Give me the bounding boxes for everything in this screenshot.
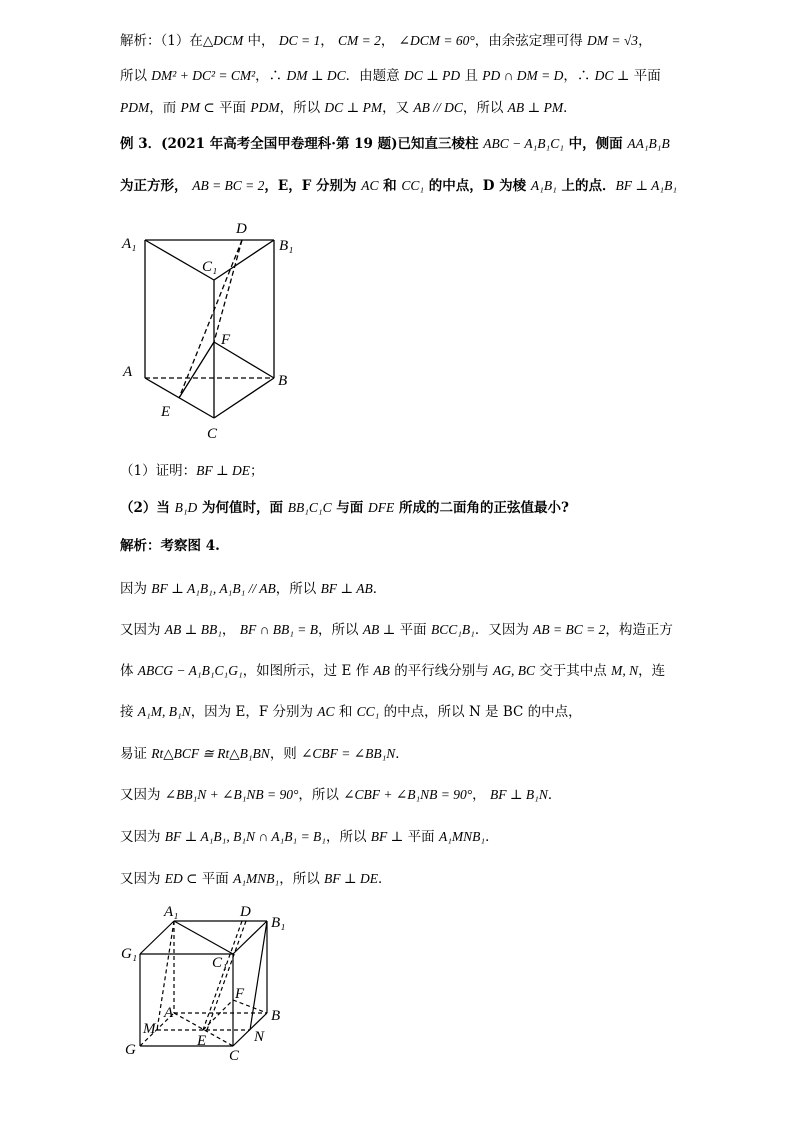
math: BF ⊥ DE — [196, 463, 251, 478]
math: CC₁ — [401, 178, 425, 193]
label-e: E — [197, 1033, 207, 1049]
math: AC — [361, 178, 379, 193]
label-a1: A₁ — [164, 904, 179, 920]
text: ．又因为 — [474, 622, 534, 638]
text: 解析：（1）在△ — [120, 33, 214, 49]
text: ，所以 — [275, 581, 321, 597]
analysis1-line2 — [120, 67, 661, 85]
math: ∠BB₁N + ∠B₁NB = 90° — [164, 787, 299, 802]
text: ，所以 — [462, 100, 508, 116]
text: ． — [547, 787, 562, 803]
text: 与面 — [331, 500, 368, 516]
text: ，因为 E，F 分别为 — [190, 704, 318, 720]
label-g: G — [125, 1042, 136, 1058]
example3-line1 — [120, 135, 670, 153]
math: DM = √3 — [587, 33, 639, 48]
text: 因为 — [120, 581, 152, 597]
analysis2-heading: 解析：考察图 4. — [120, 538, 220, 554]
edge-c-b — [214, 378, 274, 418]
text: 平面 — [395, 622, 431, 638]
math: AA₁B₁B — [627, 136, 670, 151]
text: ， — [638, 33, 652, 49]
label-d: D — [240, 904, 251, 920]
math: DC ⊥ — [594, 68, 630, 83]
segment-d-e-hidden-2 — [207, 921, 246, 1030]
label-a1: A₁ — [122, 236, 137, 252]
math: AG, BC — [493, 663, 536, 678]
math: BF ⊥ — [370, 829, 404, 844]
text: 的平行线分别与 — [389, 663, 494, 679]
math: AB // DC — [413, 100, 463, 115]
text: ． — [377, 871, 392, 887]
text: ， — [221, 622, 240, 638]
text: （1）证明： — [120, 463, 197, 479]
math: ABCG − A₁B₁C₁G₁ — [137, 663, 243, 678]
text: 上的点． — [556, 178, 616, 194]
text: 中， — [243, 33, 279, 49]
math: ED ⊂ — [164, 871, 198, 886]
text: 为何值时，面 — [197, 500, 288, 516]
example3-line2 — [120, 177, 677, 195]
math: A₁B₁ — [530, 178, 557, 193]
text: 中，侧面 — [563, 136, 628, 152]
text: ． — [563, 100, 577, 116]
text: 平面 — [629, 68, 661, 84]
text: ，所以 — [298, 787, 344, 803]
math: ∠DCM = 60° — [398, 33, 475, 48]
label-b: B — [271, 1008, 281, 1024]
text: ， — [472, 787, 490, 803]
label-m: M — [143, 1021, 156, 1037]
text: 交于其中点 — [535, 663, 612, 679]
text: ，则 — [269, 746, 302, 762]
text: ，所以 — [318, 622, 363, 638]
text: 且 — [460, 68, 483, 84]
text: ，所以 — [279, 871, 325, 887]
math: M, N — [611, 663, 639, 678]
math: A₁M, B₁N — [137, 704, 191, 719]
math: DC = 1 — [278, 33, 321, 48]
text: ； — [250, 463, 264, 479]
math: BF ⊥ AB — [320, 581, 373, 596]
label-e: E — [161, 404, 171, 420]
prism-figure — [118, 218, 318, 448]
edge-c1-b1 — [214, 240, 274, 280]
math: B₁D — [174, 500, 198, 515]
segment-e-f-hidden — [203, 1000, 233, 1030]
text: ． — [395, 746, 409, 762]
label-f: F — [221, 332, 231, 348]
text: （2）当 — [120, 500, 175, 516]
text: ， — [320, 33, 338, 49]
analysis2-para1 — [120, 580, 386, 598]
label-a: A — [164, 1005, 174, 1021]
math: BF ∩ BB₁ = B — [239, 622, 319, 637]
cube-figure — [118, 900, 308, 1068]
text: ，连 — [638, 663, 666, 679]
analysis2-para2 — [120, 621, 673, 639]
math: DFE — [368, 500, 395, 515]
text: 又因为 — [120, 829, 165, 845]
math: AB ⊥ — [362, 622, 396, 637]
label-f: F — [235, 986, 245, 1002]
math: BCC₁B₁ — [430, 622, 475, 637]
text: ，构造正方 — [605, 622, 673, 638]
text: ，所以 — [326, 829, 371, 845]
text: ． — [372, 581, 387, 597]
analysis2-para6 — [120, 786, 561, 804]
math: BF ⊥ A₁B₁, A₁B₁ // AB — [151, 581, 276, 596]
text: 又因为 — [120, 871, 165, 887]
math: AB ⊥ BB₁ — [164, 622, 222, 637]
label-c: C — [229, 1048, 240, 1064]
text: ，∴ — [255, 68, 287, 84]
text: ，又 — [382, 100, 414, 116]
math: PDM — [250, 100, 280, 115]
text: 和 — [334, 704, 357, 720]
text: 平面 — [197, 871, 234, 887]
segment-b1-n — [250, 921, 267, 1030]
math: CM = 2 — [338, 33, 381, 48]
math: AB ⊥ PM — [507, 100, 564, 115]
math: ∠CBF + ∠B₁NB = 90° — [343, 787, 473, 802]
math: BB₁C₁C — [287, 500, 332, 515]
math: PDM — [120, 100, 150, 115]
math: A₁MNB₁ — [233, 871, 280, 886]
label-b1: B₁ — [271, 915, 286, 931]
edge-a1-c1 — [174, 921, 233, 954]
text: 平面 — [403, 829, 439, 845]
text: ． — [485, 829, 499, 845]
text: 又因为 — [120, 787, 165, 803]
math: DC ⊥ PD — [403, 68, 461, 83]
analysis2-para5 — [120, 745, 409, 763]
text: ，如图所示，过 E 作 — [242, 663, 374, 679]
segment-d-e-hidden — [203, 921, 242, 1030]
label-a: A — [123, 364, 133, 380]
math: DM ⊥ DC — [286, 68, 346, 83]
math: PM ⊂ — [180, 100, 215, 115]
text: 所以 — [120, 68, 152, 84]
text: 易证 — [120, 746, 152, 762]
analysis2-para4 — [120, 703, 582, 721]
text: ，所以 — [279, 100, 325, 116]
text: ，∴ — [563, 68, 595, 84]
math: A₁MNB₁ — [438, 829, 486, 844]
text: 的中点，D 为棱 — [424, 178, 531, 194]
label-b: B — [278, 373, 288, 389]
text: 接 — [120, 704, 138, 720]
edge-g1-a1 — [140, 921, 174, 954]
label-b1: B₁ — [279, 238, 294, 254]
math: AC — [317, 704, 335, 719]
math: PD ∩ DM = D — [482, 68, 564, 83]
text: ，而 — [149, 100, 181, 116]
text: ，E，F 分别为 — [264, 178, 362, 194]
edge-b1-c1 — [233, 921, 267, 954]
label-c1: C₁ — [202, 259, 218, 275]
label-d: D — [236, 221, 247, 237]
label-n: N — [254, 1029, 265, 1045]
text: ．由题意 — [345, 68, 404, 84]
text: 的中点，所以 N 是 BC 的中点， — [379, 704, 582, 720]
text: 又因为 — [120, 622, 165, 638]
example-heading: 例 3．(2021 年高考全国甲卷理科·第 19 题)已知直三棱柱 — [120, 136, 484, 152]
label-c1: C₁ — [212, 955, 228, 971]
text: 平面 — [214, 100, 251, 116]
math: ∠CBF = ∠BB₁N — [301, 746, 396, 761]
math: AB = BC = 2 — [192, 178, 265, 193]
question-1 — [120, 462, 264, 480]
segment-e-f — [179, 342, 214, 398]
math: DC ⊥ PM — [324, 100, 383, 115]
analysis2-para3 — [120, 662, 665, 680]
math: DCM — [213, 33, 244, 48]
math: Rt△BCF ≅ Rt△B₁BN — [151, 746, 270, 761]
math: DM² + DC² = CM² — [151, 68, 256, 83]
math: BF ⊥ B₁N — [489, 787, 548, 802]
math: CC₁ — [356, 704, 380, 719]
analysis2-para7 — [120, 828, 499, 846]
analysis1-line3 — [120, 99, 577, 117]
math: BF ⊥ A₁B₁ — [615, 178, 678, 193]
math: ABC − A₁B₁C₁ — [483, 136, 564, 151]
segment-d-f-hidden — [214, 240, 242, 342]
text: 体 — [120, 663, 138, 679]
math: BF ⊥ DE — [324, 871, 378, 886]
math: BF ⊥ A₁B₁, B₁N ∩ A₁B₁ = B₁ — [164, 829, 326, 844]
analysis2-para8 — [120, 870, 391, 888]
text: 为正方形， — [120, 178, 193, 194]
math: AB = BC = 2 — [533, 622, 606, 637]
label-g1: G₁ — [121, 946, 138, 962]
text: ， — [380, 33, 399, 49]
question-2 — [120, 499, 569, 517]
math: AB — [373, 663, 390, 678]
text: ，由余弦定理可得 — [474, 33, 588, 49]
analysis1-line1 — [120, 32, 652, 50]
text: 所成的二面角的正弦值最小? — [394, 500, 569, 516]
label-c: C — [207, 426, 218, 442]
text: 和 — [378, 178, 402, 194]
